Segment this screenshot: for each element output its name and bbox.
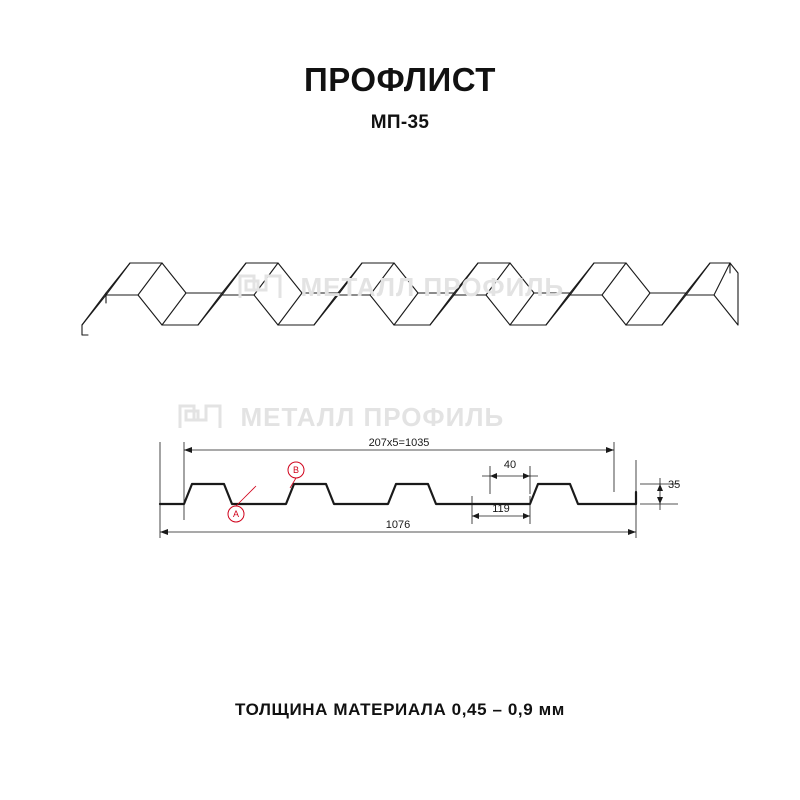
dim-height-line [657, 478, 663, 510]
dim-overall-width: 1076 [385, 519, 411, 531]
isometric-profile-svg [70, 185, 750, 365]
dim-pitch-total: 207х5=1035 [368, 437, 430, 449]
page-title: ПРОФЛИСТ [304, 61, 496, 98]
watermark-text-bottom: МЕТАЛЛ ПРОФИЛЬ [240, 402, 505, 432]
profile-outline [160, 484, 636, 504]
dim-height: 35 [668, 479, 681, 491]
cross-section-drawing [140, 420, 700, 580]
cross-section-svg [140, 420, 700, 580]
material-thickness-note: ТОЛЩИНА МАТЕРИАЛА 0,45 – 0,9 мм [235, 700, 565, 719]
title-block [0, 62, 800, 134]
watermark-text-top: МЕТАЛЛ ПРОФИЛЬ [300, 272, 565, 302]
model-label: МП-35 [370, 112, 430, 134]
isometric-profile-drawing [70, 185, 750, 365]
dim-crest-width: 40 [503, 459, 517, 471]
dim-valley-width: 119 [492, 503, 510, 515]
callout-b-label: B [292, 465, 300, 475]
callout-a-label: A [232, 509, 240, 519]
